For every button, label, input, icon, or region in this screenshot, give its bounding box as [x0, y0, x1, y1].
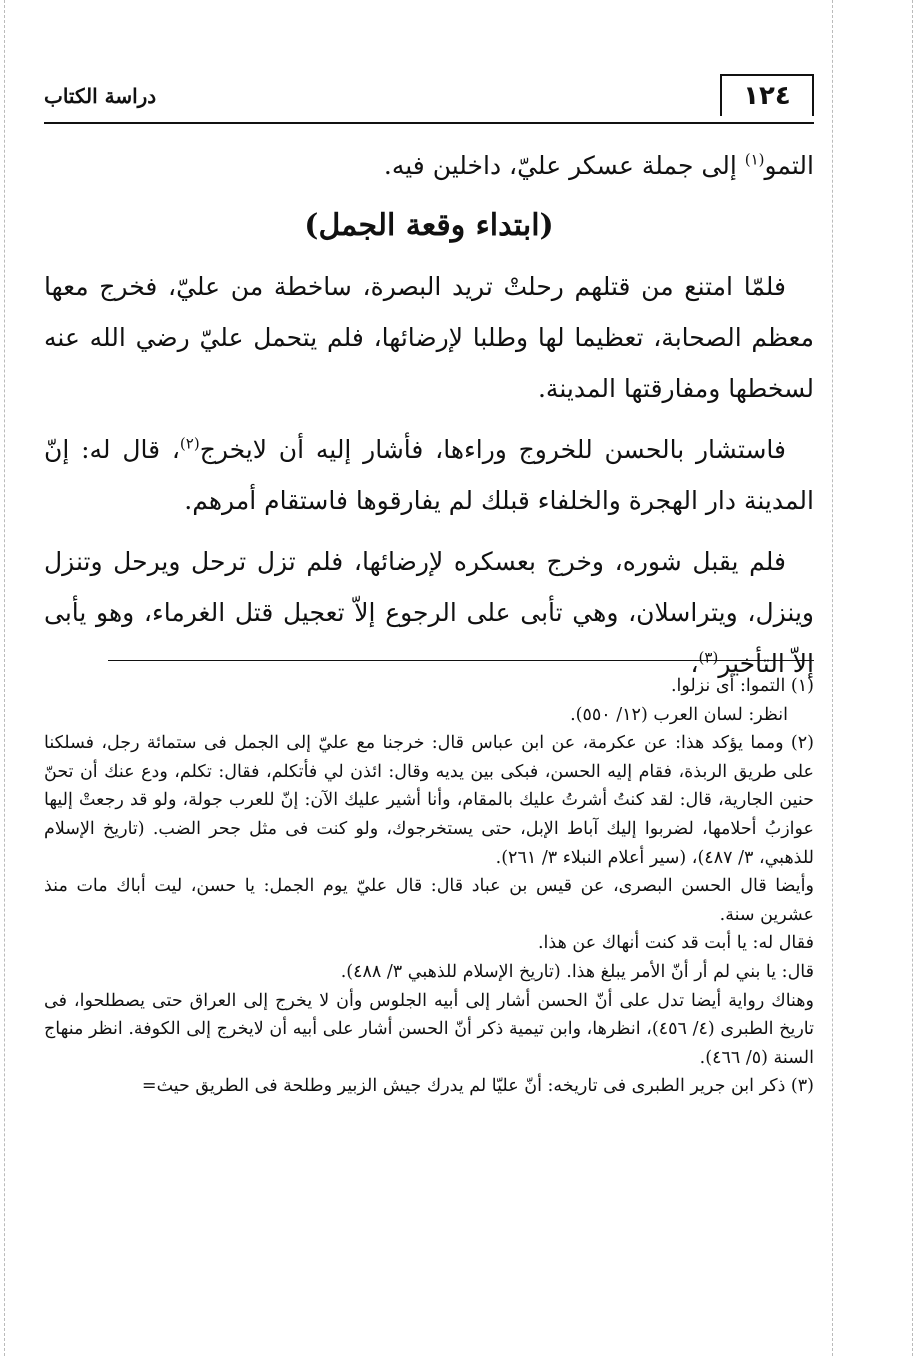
page-header [44, 70, 814, 124]
scan-artifact-line [4, 0, 5, 1356]
footnote-1: (١) التموا: أى نزلوا. [670, 676, 814, 696]
footnote-2-continued: فقال له: يا أبت قد كنت أنهاك عن هذا. [537, 933, 814, 954]
running-title: دراسة الكتاب [44, 84, 157, 108]
main-text [44, 140, 814, 699]
section-heading: (ابتداء وقعة الجمل) [304, 208, 554, 243]
scan-artifact-line [912, 0, 913, 1356]
page-number: ١٢٤ [720, 74, 814, 116]
footnotes [44, 672, 814, 1101]
paragraph-1: التمو$^{(١)}$ إلى جملة عسكر عليّ، داخلين فيه. [383, 150, 814, 180]
footnote-separator [108, 660, 814, 661]
paragraph-2: فلمّا امتنع من قتلهم رحلتْ تريد البصرة، ساخطة من عليّ، فخرج معها معظم الصحابة، تعظيما لها وطلبا لإرضائها، فلم يتحمل عليّ رضي الله عنه لسخطها ومفارقتها المدينة. [44, 272, 814, 403]
scan-artifact-line [832, 0, 833, 1356]
footnote-2-continued: قال: يا بني لم أر أنّ الأمر يبلغ هذا. (تاريخ الإسلام للذهبي ٣/ ٤٨٨). [340, 961, 814, 982]
footnote-1-source: انظر: لسان العرب (١٢/ ٥٥٠). [570, 704, 788, 725]
footnote-2-continued: وأيضا قال الحسن البصرى، عن قيس بن عباد قال: قال عليّ يوم الجمل: يا حسن، ليت أباك مات منذ عشرين سنة. [44, 876, 814, 925]
footnote-ref-1: (١) [744, 150, 765, 169]
footnote-2-continued: وهناك رواية أيضا تدل على أنّ الحسن أشار إلى أبيه الجلوس وأن لا يخرج إلى العراق حتى يصطلحوا، فى تاريخ الطبرى (٤/ ٤٥٦)، انظرها، وابن تيمية ذكر أنّ الحسن أشار على أبيه أن لايخرج إلى الكوفة. انظر منهاج السنة (٥/ ٤٦٦). [44, 990, 814, 1068]
footnote-2: (٢) ومما يؤكد هذا: عن عكرمة، عن ابن عباس قال: خرجنا مع عليّ إلى الجمل فى ستمائة رجل، فسلكنا على طريق الربذة، فقام إليه الحسن، فبكى بين يديه وقال: ائذن لي فأتكلم، فقال: تكلم، ودع عنك أن تحنّ حنين الجارية، قال: لقد كنتُ أشرتُ عليك بالمقام، وأنا أشير عليك الآن: إنّ للعرب جولة، ولو قد رجعتْ إليها عوازبُ أحلامها، لضربوا إليك آباط الإبل، حتى يستخرجوك، ولو كنت فى مثل جحر الضب. (تاريخ الإسلام للذهبي، ٣/ ٤٨٧)، (سير أعلام النبلاء ٣/ ٢٦١). [44, 733, 814, 868]
paragraph-4: فلم يقبل شوره، وخرج بعسكره لإرضائها، فلم تزل ترحل ويرحل وتنزل وينزل، ويتراسلان، وهي تأبى على الرجوع إلاّ تعجيل قتل الغرماء، وهو يأبى إلاّ التأخير$^{(٣)}$، [44, 547, 814, 678]
footnote-ref-3: (٣) [698, 648, 719, 667]
paragraph-3: فاستشار بالحسن للخروج وراءها، فأشار إليه أن لايخرج$^{(٢)}$، قال له: إنّ المدينة دار الهجرة والخلفاء قبلك لم يفارقوها فاستقام أمرهم. [44, 434, 814, 515]
footnote-3: (٣) ذكر ابن جرير الطبرى فى تاريخه: أنّ عليّا لم يدرك جيش الزبير وطلحة فى الطريق حيث= [141, 1076, 814, 1097]
footnote-ref-2: (٢) [179, 434, 200, 453]
